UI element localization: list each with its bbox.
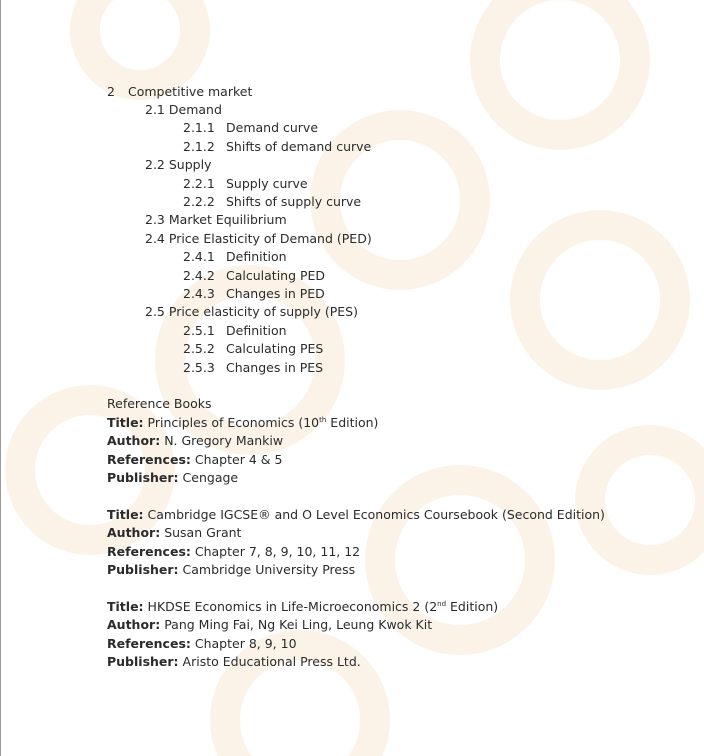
subsection-item: 2.5.3 Changes in PES: [183, 360, 324, 375]
subsection-item: 2.2.1 Supply curve: [183, 176, 308, 191]
book-publisher: Publisher: Aristo Educational Press Ltd.: [107, 654, 361, 669]
section-item: 2.5 Price elasticity of supply (PES): [145, 304, 358, 319]
book-author: Author: Susan Grant: [107, 525, 242, 540]
book-references: References: Chapter 7, 8, 9, 10, 11, 12: [107, 544, 361, 559]
book-author: Author: N. Gregory Mankiw: [107, 433, 284, 448]
book-title: Title: Cambridge IGCSE® and O Level Economics Coursebook (Second Edition): [107, 507, 605, 522]
section-item: 2.4 Price Elasticity of Demand (PED): [145, 231, 372, 246]
section-item: 2.1 Demand: [145, 102, 222, 117]
subsection-item: 2.4.1 Definition: [183, 249, 287, 264]
book-publisher: Publisher: Cambridge University Press: [107, 562, 356, 577]
subsection-item: 2.4.2 Calculating PED: [183, 268, 326, 283]
subsection-item: 2.2.2 Shifts of supply curve: [183, 194, 362, 209]
subsection-item: 2.5.2 Calculating PES: [183, 341, 324, 356]
subsection-item: 2.5.1 Definition: [183, 323, 287, 338]
subsection-item: 2.1.1 Demand curve: [183, 120, 319, 135]
section-item: 2.3 Market Equilibrium: [145, 212, 287, 227]
book-title: Title: Principles of Economics (10th Edition): [107, 415, 379, 430]
chapter-number: 2: [107, 84, 115, 99]
book-title: Title: HKDSE Economics in Life-Microeconomics 2 (2nd Edition): [107, 599, 499, 614]
section-item: 2.2 Supply: [145, 157, 212, 172]
book-publisher: Publisher: Cengage: [107, 470, 239, 485]
book-author: Author: Pang Ming Fai, Ng Kei Ling, Leung Kwok Kit: [107, 617, 433, 632]
subsection-item: 2.1.2 Shifts of demand curve: [183, 139, 372, 154]
book-references: References: Chapter 4 & 5: [107, 452, 283, 467]
chapter-heading: [107, 83, 252, 101]
book-references: References: Chapter 8, 9, 10: [107, 636, 297, 651]
subsection-item: 2.4.3 Changes in PED: [183, 286, 325, 301]
reference-books-heading: Reference Books: [107, 396, 212, 411]
chapter-title: Competitive market: [128, 84, 253, 99]
